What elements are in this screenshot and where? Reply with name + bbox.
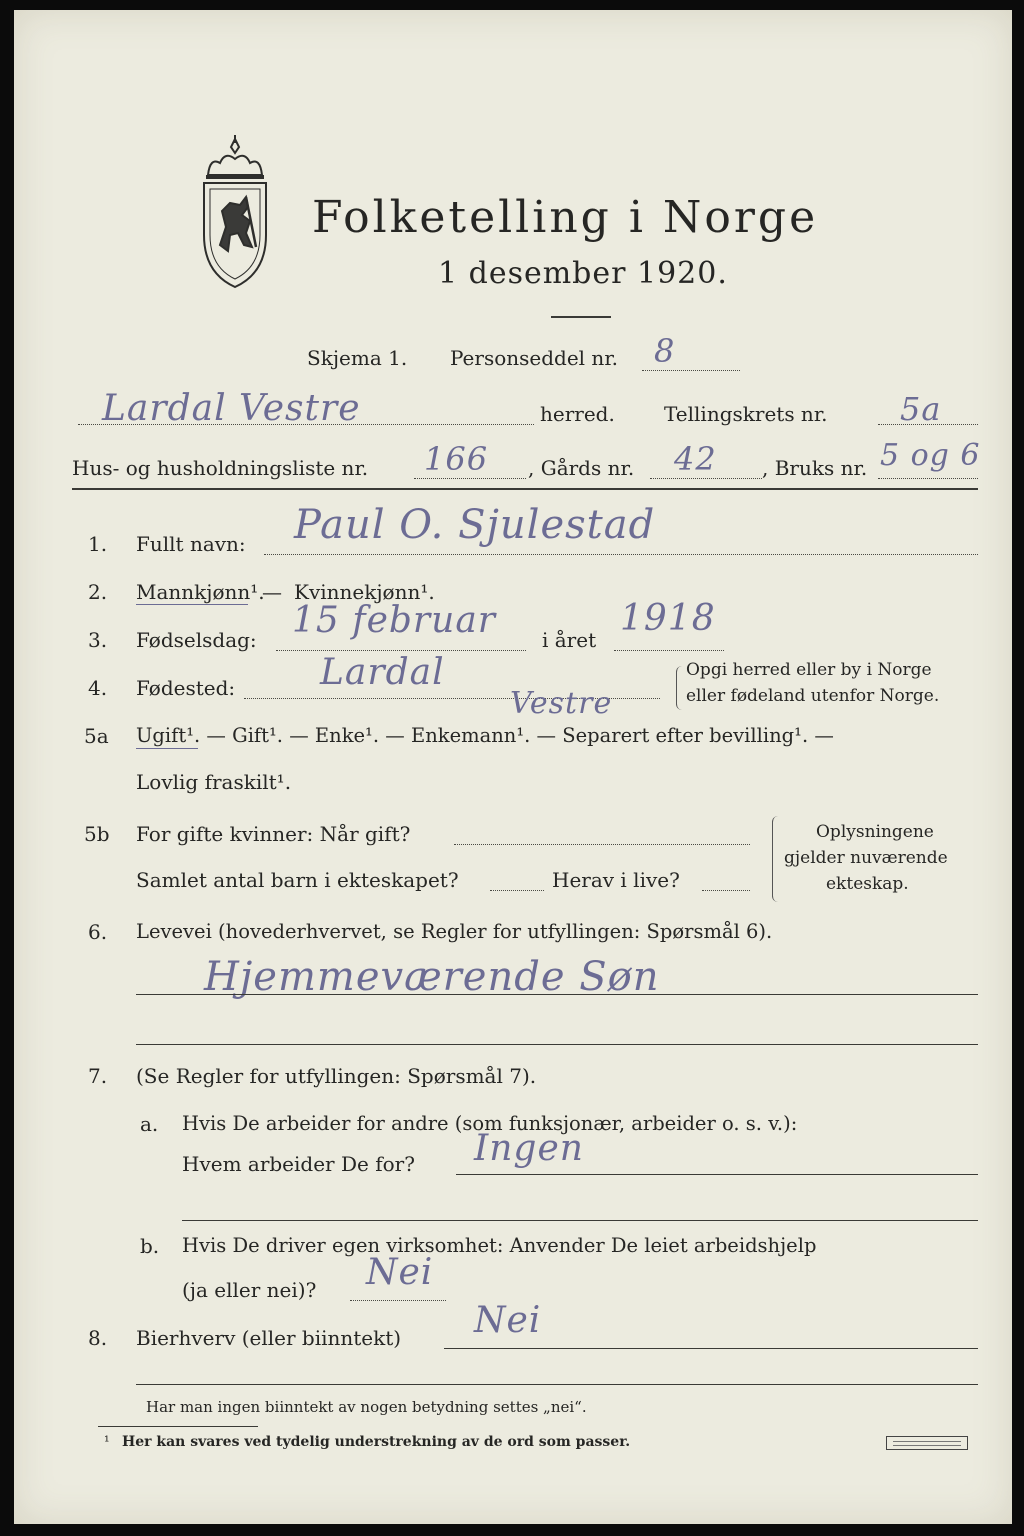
q5b-number: 5b (84, 822, 110, 846)
personseddel-line (642, 370, 740, 371)
bruks-line (878, 478, 978, 479)
q4-number: 4. (88, 676, 108, 700)
gards-label: , Gårds nr. (528, 456, 635, 480)
q7-label: (Se Regler for utfyllingen: Spørsmål 7). (136, 1064, 537, 1088)
q8-number: 8. (88, 1326, 108, 1350)
q3-value: 15 februar (292, 600, 496, 641)
q2-male-underline (136, 604, 248, 605)
q7b-line2: (ja eller nei)? (182, 1278, 317, 1302)
herred-value: Lardal Vestre (102, 388, 361, 429)
q4-label: Fødested: (136, 676, 236, 700)
q8-label: Bierhverv (eller biinntekt) (136, 1326, 402, 1350)
q2-male: Mannkjønn¹. (136, 580, 265, 604)
q8-value: Nei (474, 1300, 542, 1341)
hus-line (414, 478, 526, 479)
q8-line-extra (136, 1384, 978, 1385)
q5b-note-line1: Oplysningene (816, 822, 934, 842)
q7b-letter: b. (140, 1234, 160, 1258)
q1-value: Paul O. Sjulestad (294, 502, 656, 548)
q5b-children-line (490, 890, 544, 891)
q4-note-brace (676, 666, 683, 710)
footnote-text: Her kan svares ved tydelig understrekning av de ord som passer. (122, 1434, 631, 1450)
q7a-line-extra (182, 1220, 978, 1221)
q7a-value: Ingen (474, 1128, 584, 1169)
census-date: 1 desember 1920. (438, 256, 728, 291)
q7b-value: Nei (366, 1252, 434, 1293)
q3-year-line (614, 650, 724, 651)
q8-line (444, 1348, 978, 1349)
herred-label: herred. (540, 402, 615, 426)
personseddel-value: 8 (654, 332, 676, 370)
q1-number: 1. (88, 532, 108, 556)
q5a-line2: Lovlig fraskilt¹. (136, 770, 292, 794)
q5b-alive-label: Herav i live? (552, 868, 680, 892)
q5b-when-married-label: For gifte kvinner: Når gift? (136, 822, 411, 846)
gards-line (650, 478, 762, 479)
census-form-sheet (14, 10, 1012, 1524)
q2-female: Kvinnekjønn¹. (294, 580, 435, 604)
q2-number: 2. (88, 580, 108, 604)
tellingskrets-value: 5a (900, 390, 942, 428)
q5b-children-label: Samlet antal barn i ekteskapet? (136, 868, 459, 892)
q3-year-value: 1918 (620, 598, 716, 639)
q7a-line1: Hvis De arbeider for andre (som funksjonær, arbeider o. s. v.): (182, 1112, 798, 1135)
q5b-alive-line (702, 890, 750, 891)
q3-year-label: i året (542, 628, 597, 652)
q6-number: 6. (88, 920, 108, 944)
q4-value-line1: Lardal (320, 652, 445, 693)
skjema-label: Skjema 1. (307, 346, 408, 370)
q5b-note-brace (772, 816, 779, 902)
title-divider (551, 316, 611, 318)
q5a-number: 5a (84, 724, 109, 748)
form-title: Folketelling i Norge (312, 192, 819, 243)
q7b-line (350, 1300, 446, 1301)
q4-value-line2: Vestre (510, 686, 613, 721)
printer-stamp (886, 1436, 968, 1450)
footnote-mark: ¹ (104, 1434, 110, 1450)
hus-label: Hus- og husholdningsliste nr. (72, 456, 369, 480)
q5b-note-line2: gjelder nuværende (784, 848, 948, 868)
q5a-line1: Ugift¹. — Gift¹. — Enke¹. — Enkemann¹. — Separert efter bevilling¹. — (136, 724, 834, 747)
q7a-line (456, 1174, 978, 1175)
q1-label: Fullt navn: (136, 532, 246, 556)
norway-coat-of-arms-icon (190, 135, 280, 295)
q7-number: 7. (88, 1064, 108, 1088)
q1-line (264, 554, 978, 555)
q4-note-line2: eller fødeland utenfor Norge. (686, 686, 940, 706)
q2-separator: — (262, 580, 282, 604)
q5b-when-married-line (454, 844, 750, 845)
bruks-value: 5 og 6 (880, 438, 981, 473)
hus-value: 166 (424, 440, 489, 478)
q5b-note-line3: ekteskap. (826, 874, 909, 894)
personseddel-label: Personseddel nr. (450, 346, 619, 370)
q7b-line1: Hvis De driver egen virksomhet: Anvender De leiet arbeidshjelp (182, 1234, 817, 1257)
q6-label: Levevei (hovederhvervet, se Regler for utfyllingen: Spørsmål 6). (136, 920, 773, 943)
q5a-ugift-underline (136, 748, 198, 749)
footer-divider (98, 1426, 258, 1427)
q3-number: 3. (88, 628, 108, 652)
q6-line2 (136, 1044, 978, 1045)
q3-line (276, 650, 526, 651)
footer-note: Har man ingen biinntekt av nogen betydning settes „nei“. (146, 1398, 587, 1416)
q4-note-line1: Opgi herred eller by i Norge (686, 660, 932, 680)
q6-value: Hjemmeværende Søn (204, 954, 660, 1000)
bruks-label: , Bruks nr. (762, 456, 868, 480)
q7a-letter: a. (140, 1112, 159, 1136)
q3-label: Fødselsdag: (136, 628, 257, 652)
q7a-line2: Hvem arbeider De for? (182, 1152, 415, 1176)
q6-line1 (136, 994, 978, 995)
tellingskrets-label: Tellingskrets nr. (664, 402, 828, 426)
header-divider (72, 488, 978, 490)
gards-value: 42 (674, 440, 717, 478)
